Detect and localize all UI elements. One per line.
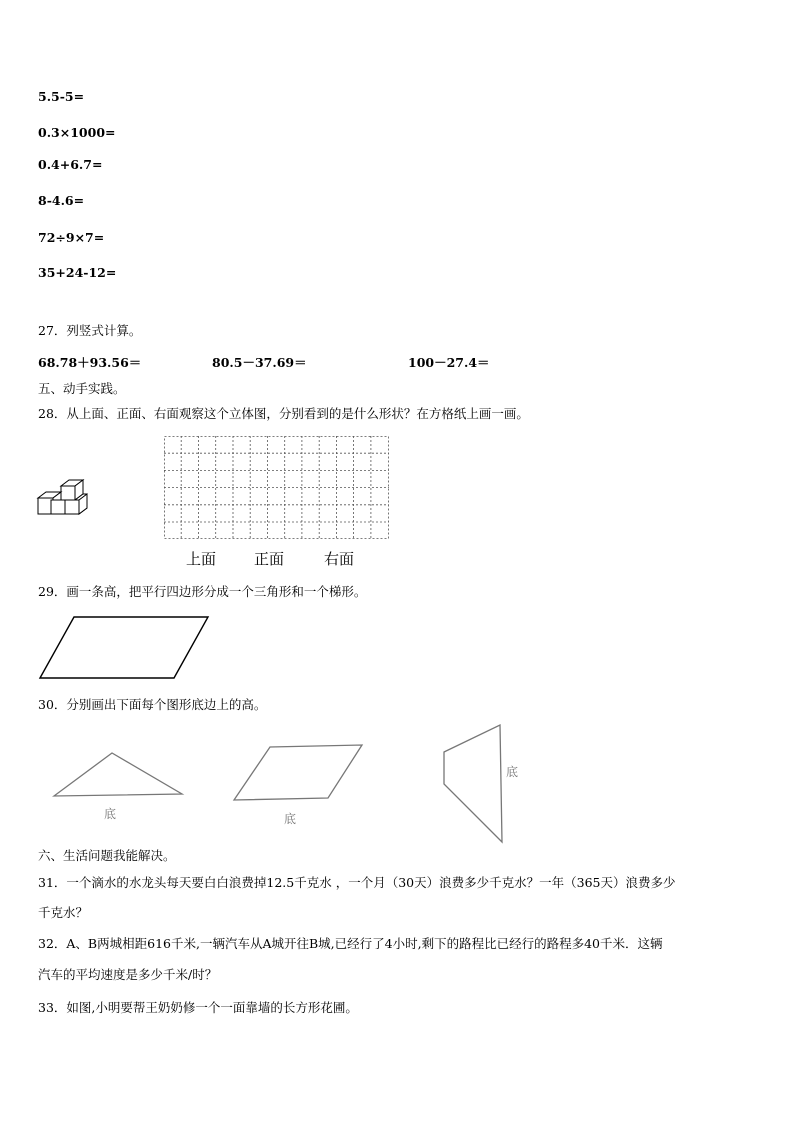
q27-title: 27．列竖式计算。	[38, 323, 142, 338]
grid-paper[interactable]	[164, 436, 390, 540]
q30-triangle-base-label: 底	[104, 807, 117, 821]
q30-parallelogram-base-label: 底	[284, 812, 297, 826]
oral-calc-5: 72÷9×7=	[38, 230, 105, 245]
oral-calc-2: 0.3×1000=	[38, 125, 116, 140]
q33-title: 33．如图,小明要帮王奶奶修一个一面靠墙的长方形花圃。	[38, 1000, 358, 1015]
oral-calc-3: 0.4+6.7=	[38, 157, 103, 172]
q30-parallelogram[interactable]	[228, 742, 368, 804]
cube-stack-figure	[36, 478, 92, 520]
q29-parallelogram[interactable]	[38, 614, 212, 680]
q30-title: 30．分别画出下面每个图形底边上的高。	[38, 697, 267, 712]
grid-label-top: 上面	[186, 550, 217, 568]
q27-item-1: 68.78＋93.56＝	[38, 355, 142, 370]
q32-line-1: 32．A、B两城相距616千米,一辆汽车从A城开往B城,已经行了4小时,剩下的路程比已经行的路程多40千米．这辆	[38, 936, 663, 951]
q27-item-2: 80.5－37.69＝	[212, 355, 307, 370]
q27-item-3: 100－27.4＝	[408, 355, 490, 370]
grid-label-front: 正面	[254, 550, 285, 568]
q30-triangle[interactable]	[50, 750, 186, 800]
q30-trapezoid-base-label: 底	[506, 765, 519, 779]
q31-line-2: 千克水？	[38, 905, 89, 920]
section-6-heading: 六、生活问题我能解决。	[38, 848, 176, 863]
oral-calc-6: 35+24-12=	[38, 265, 117, 280]
q30-trapezoid[interactable]	[438, 722, 510, 846]
grid-label-right: 右面	[324, 550, 355, 568]
q32-line-2: 汽车的平均速度是多少千米/时？	[38, 967, 218, 982]
q29-title: 29．画一条高，把平行四边形分成一个三角形和一个梯形。	[38, 584, 367, 599]
section-5-heading: 五、动手实践。	[38, 381, 126, 396]
oral-calc-4: 8-4.6=	[38, 193, 85, 208]
q31-line-1: 31．一个滴水的水龙头每天要白白浪费掉12.5千克水 ，一个月（30天）浪费多少千克水？一年（365天）浪费多少	[38, 875, 676, 890]
q28-title: 28．从上面、正面、右面观察这个立体图，分别看到的是什么形状？在方格纸上画一画。	[38, 406, 529, 421]
oral-calc-1: 5.5-5=	[38, 89, 85, 104]
